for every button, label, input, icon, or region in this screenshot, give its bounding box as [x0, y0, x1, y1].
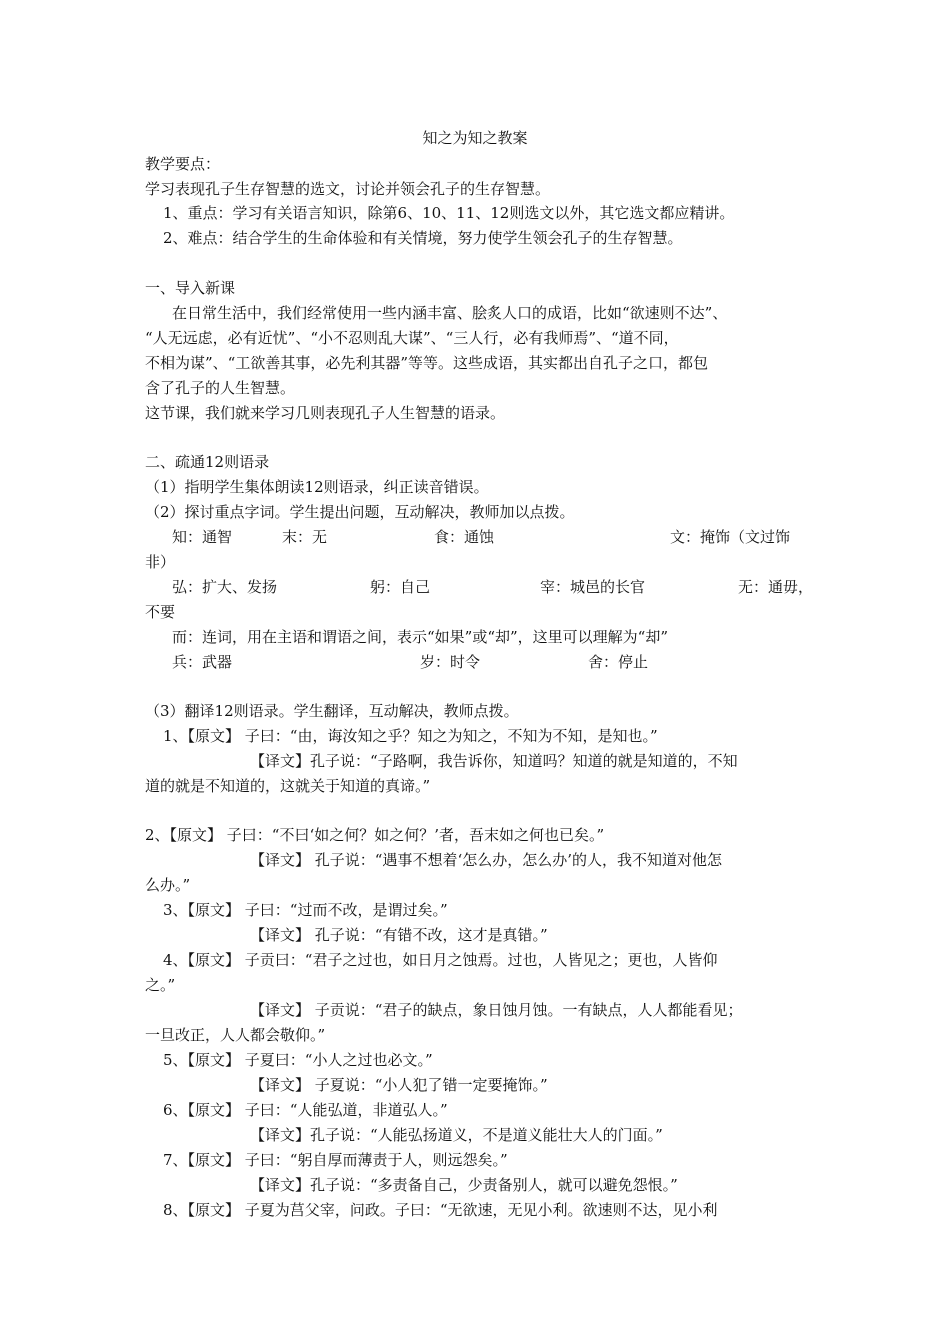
entry-translation: 道的就是不知道的，这就关于知道的真谛。” — [145, 777, 431, 795]
vocab-item: 弘：扩大、发扬 — [172, 578, 278, 596]
intro-paragraph-line: 含了孔子的人生智慧。 — [145, 379, 296, 397]
vocab-item-wrap: 非） — [145, 553, 176, 571]
vocab-item-wrap: 不要 — [145, 603, 176, 621]
vocab-item: 末：无 — [282, 528, 328, 546]
vocab-er: 而：连词，用在主语和谓语之间，表示“如果”或“却”，这里可以理解为“却” — [172, 628, 669, 646]
vocab-item: 宰：城邑的长官 — [540, 578, 646, 596]
entry-original: 2、【原文】 子曰：“不曰‘如之何？如之何？’者，吾末如之何也已矣。” — [145, 826, 605, 844]
entry-original: 之。” — [145, 976, 176, 994]
vocab-item: 无：通毋， — [738, 578, 814, 596]
section-2-step-2: （2）探讨重点字词。学生提出问题，互动解决，教师加以点拨。 — [145, 503, 575, 521]
vocab-item: 食：通蚀 — [434, 528, 495, 546]
section-2-step-1: （1）指明学生集体朗读12则语录，纠正读音错误。 — [145, 478, 489, 496]
entry-original: 1、【原文】 子曰：“由，诲汝知之乎？知之为知之，不知为不知，是知也。” — [163, 727, 658, 745]
intro-paragraph-line: 这节课，我们就来学习几则表现孔子人生智慧的语录。 — [145, 404, 506, 422]
entry-translation: 【译文】孔子说：“多责备自己，少责备别人，就可以避免怨恨。” — [250, 1176, 678, 1194]
vocab-item: 岁：时令 — [420, 653, 481, 671]
entry-translation: 【译文】 孔子说：“有错不改，这才是真错。” — [250, 926, 548, 944]
intro-paragraph-line: “人无远虑，必有近忧”、“小不忍则乱大谋”、“三人行，必有我师焉”、“道不同， — [145, 329, 679, 347]
document-title: 知之为知之教案 — [422, 129, 528, 147]
entry-original: 8、【原文】 子夏为莒父宰，问政。子曰：“无欲速，无见小利。欲速则不达，见小利 — [163, 1201, 718, 1219]
entry-original: 7、【原文】 子曰：“躬自厚而薄责于人，则远怨矣。” — [163, 1151, 508, 1169]
entry-translation: 【译文】 孔子说：“遇事不想着‘怎么办，怎么办’的人，我不知道对他怎 — [250, 851, 722, 869]
key-point-1: 1、重点：学习有关语言知识，除第6、10、11、12则选文以外，其它选文都应精讲。 — [163, 204, 735, 222]
entry-original: 4、【原文】 子贡曰：“君子之过也，如日月之蚀焉。过也，人皆见之；更也，人皆仰 — [163, 951, 718, 969]
entry-translation: 【译文】孔子说：“人能弘扬道义，不是道义能壮大人的门面。” — [250, 1126, 663, 1144]
vocab-item: 兵：武器 — [172, 653, 233, 671]
key-point-2: 2、难点：结合学生的生命体验和有关情境，努力使学生领会孔子的生存智慧。 — [163, 229, 683, 247]
entry-translation: 一旦改正，人人都会敬仰。” — [145, 1026, 326, 1044]
section-1-heading: 一、导入新课 — [145, 279, 236, 297]
entry-translation: 【译文】孔子说：“子路啊，我告诉你，知道吗？知道的就是知道的，不知 — [250, 752, 738, 770]
vocab-item: 文：掩饰（文过饰 — [670, 528, 791, 546]
entry-original: 6、【原文】 子曰：“人能弘道，非道弘人。” — [163, 1101, 448, 1119]
vocab-item: 知：通智 — [172, 528, 233, 546]
entry-translation: 【译文】 子夏说：“小人犯了错一定要掩饰。” — [250, 1076, 548, 1094]
key-points-heading: 教学要点： — [145, 155, 221, 173]
intro-paragraph-line: 在日常生活中，我们经常使用一些内涵丰富、脍炙人口的成语，比如“欲速则不达”、 — [172, 304, 728, 322]
vocab-item: 躬：自己 — [370, 578, 431, 596]
entry-translation: 【译文】 子贡说：“君子的缺点，象日蚀月蚀。一有缺点，人人都能看见； — [250, 1001, 743, 1019]
section-2-heading: 二、疏通12则语录 — [145, 453, 270, 471]
vocab-item: 舍：停止 — [588, 653, 649, 671]
entry-original: 3、【原文】 子曰：“过而不改，是谓过矣。” — [163, 901, 448, 919]
section-2-step-3: （3）翻译12则语录。学生翻译，互动解决，教师点拨。 — [145, 702, 519, 720]
intro-paragraph-line: 不相为谋”、“工欲善其事，必先利其器”等等。这些成语，其实都出自孔子之口，都包 — [145, 354, 709, 372]
entry-original: 5、【原文】 子夏曰：“小人之过也必文。” — [163, 1051, 433, 1069]
entry-translation: 么办。” — [145, 876, 191, 894]
key-points-intro: 学习表现孔子生存智慧的选文，讨论并领会孔子的生存智慧。 — [145, 180, 551, 198]
